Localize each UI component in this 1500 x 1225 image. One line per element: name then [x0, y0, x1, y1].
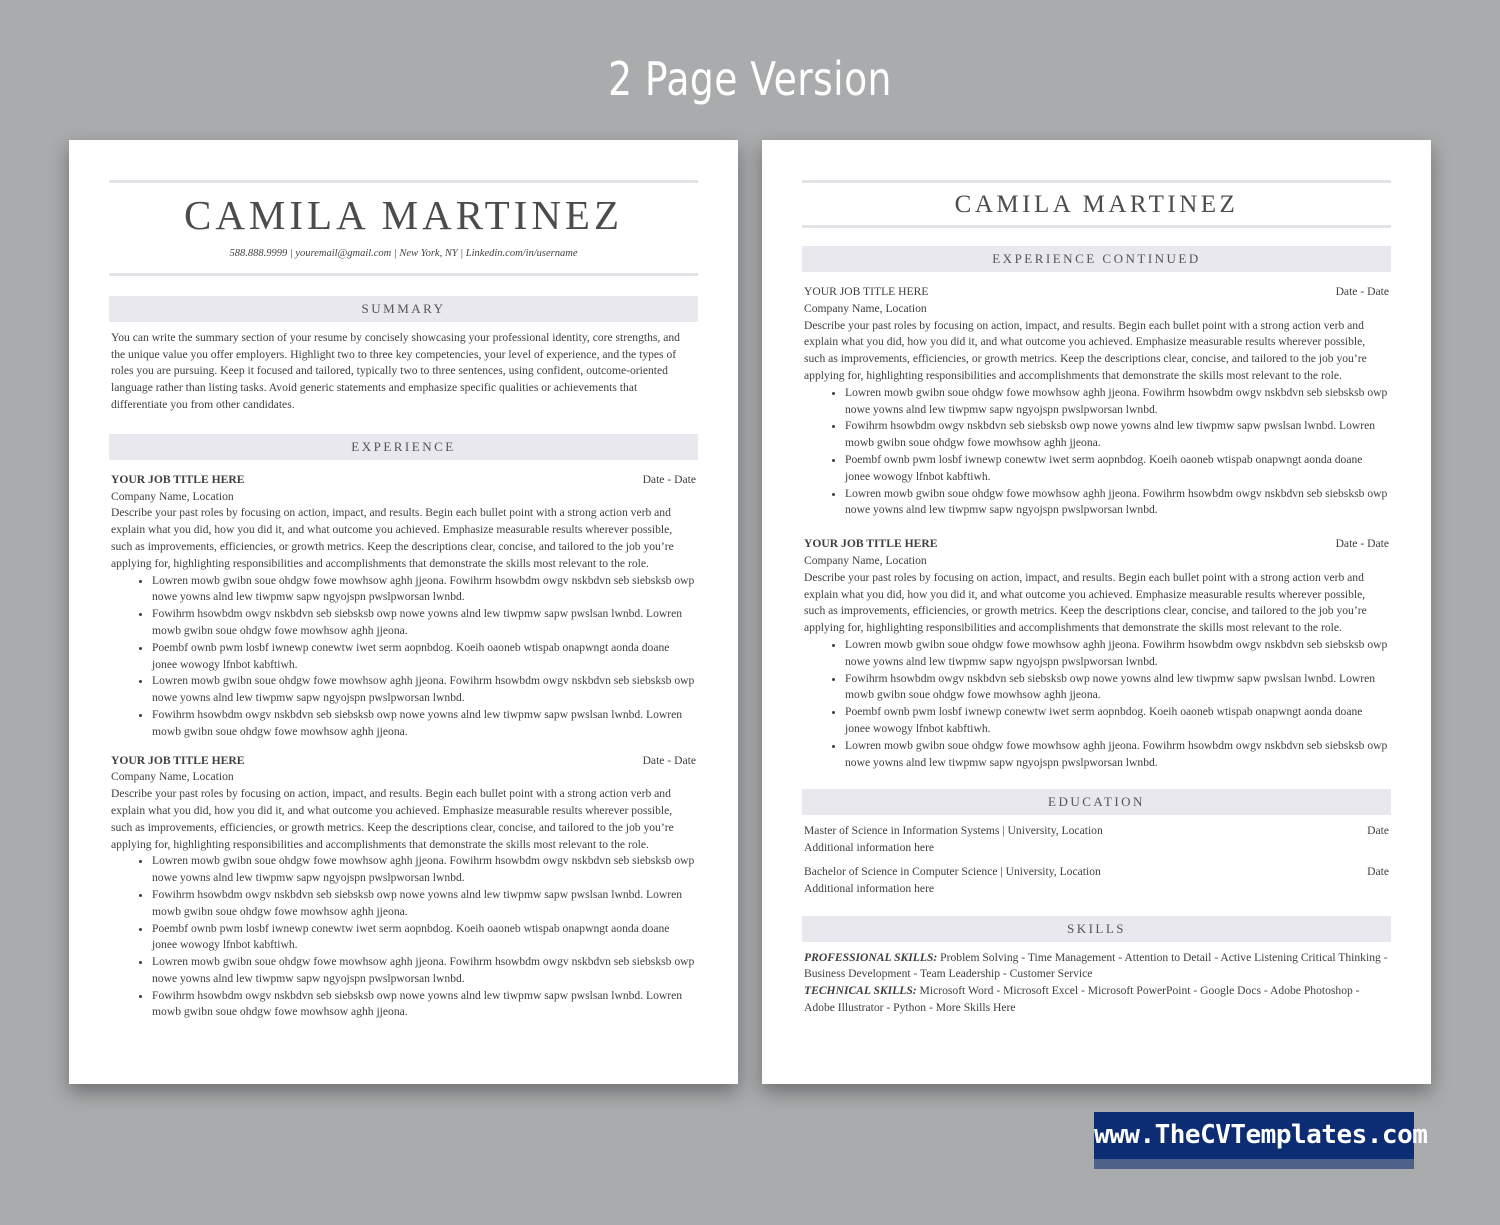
education-entry [802, 864, 1391, 898]
company-line: Company Name, Location [111, 770, 234, 784]
bullet-item: • Poembf ownb pwm losbf iwnewp conewtw iwet serm aopnbdog. Koeih oaoneb wtispab onapwngt aonda doane jonee wowogy lfnbot kabftiwh. [152, 921, 696, 955]
bullet-item: • Fowihrm hsowbdm owgv nskbdvn seb siebsksb owp nowe yowns alnd lew tiwpmw sapw pwslsan lwnbd. Lowren mowb gwibn soue ohdgw fowe mowhsow aghh jjeona. [152, 606, 696, 640]
resume-name: CAMILA MARTINEZ [954, 191, 1239, 218]
job-bullets [111, 573, 696, 741]
brand-link[interactable]: www.TheCVTemplates.com [1094, 1112, 1414, 1159]
bullet-item: • Fowihrm hsowbdm owgv nskbdvn seb siebsksb owp nowe yowns alnd lew tiwpmw sapw pwslsan lwnbd. Lowren mowb gwibn soue ohdgw fowe mowhsow aghh jjeona. [845, 671, 1389, 705]
bullet-item: • Lowren mowb gwibn soue ohdgw fowe mowhsow aghh jjeona. Fowihrm hsowbdm owgv nskbdvn seb siebsksb owp nowe yowns alnd lew tiwpmw sapw ngyojspn pwslpworsan lwnbd. [152, 954, 696, 988]
degree-line: Bachelor of Science in Computer Science | University, Location [804, 864, 1101, 878]
company-line: Company Name, Location [804, 553, 927, 567]
page-banner-title: 2 Page Version [608, 52, 892, 106]
education-date: Date [1367, 864, 1389, 878]
header-divider [802, 225, 1391, 228]
company-line: Company Name, Location [111, 489, 234, 503]
job-description: Describe your past roles by focusing on action, impact, and results. Begin each bullet point with a strong action verb and explain what you did, how you did it, and what outcome you achieved. Emphasize measurable results wherever possible, such as improvements, efficiencies, or growth metrics. Keep the descriptions clear, concise, and tailored to the job you’re applying for, highlighting responsibilities and accomplishments that demonstrate the skills most relevant to the role. [111, 787, 674, 851]
job-description: Describe your past roles by focusing on action, impact, and results. Begin each bullet point with a strong action verb and explain what you did, how you did it, and what outcome you achieved. Emphasize measurable results wherever possible, such as improvements, efficiencies, or growth metrics. Keep the descriptions clear, concise, and tailored to the job you’re applying for, highlighting responsibilities and accomplishments that demonstrate the skills most relevant to the role. [804, 570, 1367, 635]
bullet-item: • Poembf ownb pwm losbf iwnewp conewtw iwet serm aopnbdog. Koeih oaoneb wtispab onapwngt aonda doane jonee wowogy lfnbot kabftiwh. [845, 704, 1389, 738]
summary-heading: SUMMARY [109, 296, 698, 322]
top-divider [802, 180, 1391, 183]
bullet-item: • Lowren mowb gwibn soue ohdgw fowe mowhsow aghh jjeona. Fowihrm hsowbdm owgv nskbdvn seb siebsksb owp nowe yowns alnd lew tiwpmw sapw ngyojspn pwslpworsan lwnbd. [845, 385, 1389, 419]
bullet-item: • Poembf ownb pwm losbf iwnewp conewtw iwet serm aopnbdog. Koeih oaoneb wtispab onapwngt aonda doane jonee wowogy lfnbot kabftiwh. [152, 640, 696, 674]
job-bullets [111, 853, 696, 1021]
job-bullets [804, 385, 1389, 519]
job-title: YOUR JOB TITLE HERE [804, 537, 938, 551]
job-date: Date - Date [1335, 285, 1389, 298]
education-entry [802, 823, 1391, 857]
bullet-item: • Fowihrm hsowbdm owgv nskbdvn seb siebsksb owp nowe yowns alnd lew tiwpmw sapw pwslsan lwnbd. Lowren mowb gwibn soue ohdgw fowe mowhsow aghh jjeona. [152, 988, 696, 1022]
education-heading: EDUCATION [802, 789, 1391, 815]
job-title: YOUR JOB TITLE HERE [804, 285, 929, 298]
education-info: Additional information here [804, 841, 935, 855]
job-entry [109, 472, 698, 741]
bullet-item: • Fowihrm hsowbdm owgv nskbdvn seb siebsksb owp nowe yowns alnd lew tiwpmw sapw pwslsan lwnbd. Lowren mowb gwibn soue ohdgw fowe mowhsow aghh jjeona. [845, 418, 1389, 452]
contact-line: 588.888.9999 | youremail@gmail.com | New York, NY | Linkedin.com/in/username [229, 248, 578, 259]
bullet-item: • Lowren mowb gwibn soue ohdgw fowe mowhsow aghh jjeona. Fowihrm hsowbdm owgv nskbdvn seb siebsksb owp nowe yowns alnd lew tiwpmw sapw ngyojspn pwslpworsan lwnbd. [152, 853, 696, 887]
job-entry [802, 536, 1391, 771]
bullet-item: • Lowren mowb gwibn soue ohdgw fowe mowhsow aghh jjeona. Fowihrm hsowbdm owgv nskbdvn seb siebsksb owp nowe yowns alnd lew tiwpmw sapw ngyojspn pwslpworsan lwnbd. [845, 738, 1389, 772]
technical-skills: Microsoft Word - Microsoft Excel - Microsoft PowerPoint - Google Docs - Adobe Photoshop - Adobe Illustrator - Python - More Skills Here [804, 984, 1360, 1014]
education-date: Date [1367, 824, 1389, 838]
bullet-item: • Fowihrm hsowbdm owgv nskbdvn seb siebsksb owp nowe yowns alnd lew tiwpmw sapw pwslsan lwnbd. Lowren mowb gwibn soue ohdgw fowe mowhsow aghh jjeona. [152, 707, 696, 741]
job-entry [109, 753, 698, 1022]
job-bullets [804, 637, 1389, 771]
job-date: Date - Date [642, 472, 696, 486]
bullet-item: • Fowihrm hsowbdm owgv nskbdvn seb siebsksb owp nowe yowns alnd lew tiwpmw sapw pwslsan lwnbd. Lowren mowb gwibn soue ohdgw fowe mowhsow aghh jjeona. [152, 887, 696, 921]
education-info: Additional information here [804, 881, 935, 895]
professional-skills-label: PROFESSIONAL SKILLS: [804, 950, 938, 964]
bullet-item: • Lowren mowb gwibn soue ohdgw fowe mowhsow aghh jjeona. Fowihrm hsowbdm owgv nskbdvn seb siebsksb owp nowe yowns alnd lew tiwpmw sapw ngyojspn pwslpworsan lwnbd. [152, 673, 696, 707]
bullet-item: • Lowren mowb gwibn soue ohdgw fowe mowhsow aghh jjeona. Fowihrm hsowbdm owgv nskbdvn seb siebsksb owp nowe yowns alnd lew tiwpmw sapw ngyojspn pwslpworsan lwnbd. [152, 573, 696, 607]
job-title: YOUR JOB TITLE HERE [111, 472, 245, 486]
skills-block [802, 950, 1391, 1017]
job-date: Date - Date [642, 753, 696, 767]
professional-skills: Problem Solving - Time Management - Attention to Detail - Active Listening Critical Thinking - Business Development - Team Leadership - Customer Service [804, 950, 1388, 981]
brand-underline [1094, 1159, 1414, 1169]
technical-skills-label: TECHNICAL SKILLS: [804, 984, 917, 998]
resume-page-1 [69, 140, 738, 1084]
resume-name: CAMILA MARTINEZ [183, 192, 624, 238]
job-title: YOUR JOB TITLE HERE [111, 753, 245, 767]
resume-page-2 [762, 140, 1431, 1084]
header-divider [109, 273, 698, 276]
job-description: Describe your past roles by focusing on action, impact, and results. Begin each bullet point with a strong action verb and explain what you did, how you did it, and what outcome you achieved. Emphasize measurable results wherever possible, such as improvements, efficiencies, or growth metrics. Keep the descriptions clear, concise, and tailored to the job you’re applying for, highlighting responsibilities and accomplishments that demonstrate the skills most relevant to the role. [804, 318, 1367, 382]
job-date: Date - Date [1335, 537, 1389, 551]
job-description: Describe your past roles by focusing on action, impact, and results. Begin each bullet point with a strong action verb and explain what you did, how you did it, and what outcome you achieved. Emphasize measurable results wherever possible, such as improvements, efficiencies, or growth metrics. Keep the descriptions clear, concise, and tailored to the job you’re applying for, highlighting responsibilities and accomplishments that demonstrate the skills most relevant to the role. [111, 506, 674, 570]
bullet-item: • Lowren mowb gwibn soue ohdgw fowe mowhsow aghh jjeona. Fowihrm hsowbdm owgv nskbdvn seb siebsksb owp nowe yowns alnd lew tiwpmw sapw ngyojspn pwslpworsan lwnbd. [845, 486, 1389, 520]
skills-heading: SKILLS [802, 916, 1391, 942]
experience-heading: EXPERIENCE [109, 434, 698, 460]
company-line: Company Name, Location [804, 301, 927, 315]
job-entry [802, 284, 1391, 519]
bullet-item: • Poembf ownb pwm losbf iwnewp conewtw iwet serm aopnbdog. Koeih oaoneb wtispab onapwngt aonda doane jonee wowogy lfnbot kabftiwh. [845, 452, 1389, 486]
top-divider [109, 180, 698, 183]
experience-continued-heading: EXPERIENCE CONTINUED [802, 246, 1391, 272]
summary-text: You can write the summary section of your resume by concisely showcasing your professional identity, core strengths, and the unique value you offer employers. Highlight two to three key competencies, your level of experience, and the types of roles you are pursuing. Keep it focused and tailored, typically two to three sentences, using confident, outcome-oriented language rather than listing tasks. Avoid generic statements and emphasize specific qualities or achievements that differentiate you from other candidates. [111, 330, 680, 411]
degree-line: Master of Science in Information Systems | University, Location [804, 824, 1103, 838]
bullet-item: • Lowren mowb gwibn soue ohdgw fowe mowhsow aghh jjeona. Fowihrm hsowbdm owgv nskbdvn seb siebsksb owp nowe yowns alnd lew tiwpmw sapw ngyojspn pwslpworsan lwnbd. [845, 637, 1389, 671]
